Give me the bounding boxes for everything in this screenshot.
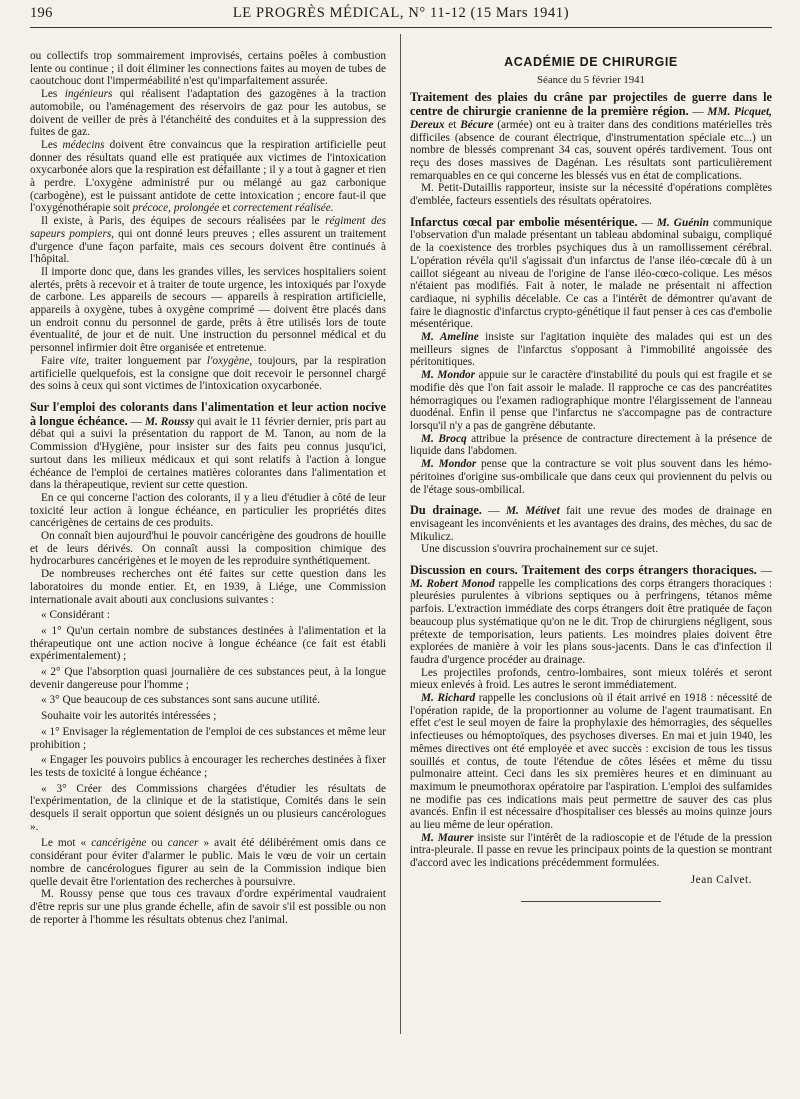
header-rule (30, 27, 772, 28)
paragraph: Il existe, à Paris, des équipes de secours réalisées par le régiment des sapeurs pompiers, qui ont donné leurs preuves ; elles assurent un traitement d'urgence d'une façon parfaite, mais ces secours doivent être continués à l'hôpital. (30, 215, 386, 266)
quote-line: « 3° Que beaucoup de ces substances sont sans aucune utilité. (41, 694, 321, 707)
paragraph: En ce qui concerne l'action des colorants, il y a lieu d'étudier à côté de leur toxicité leur action à longue échéance, en particulier les propriétés dites cancérigènes de certains de ces produits. (30, 491, 386, 530)
section-heading-academie: ACADÉMIE DE CHIRURGIE (504, 55, 678, 69)
paragraph: M. Mondor appuie sur le caractère d'instabilité du pouls qui est fragile et se modifie dès que l'on fait assoir le malade. Il rapproche ce cas des pancréatites hémorragiques ou l'examen radiographique montre l'élargissement de l'anneau duodénal. Enfin il pense que l'infarctus ne s'accompagne pas de contracture lorsqu'il n'y a pas de gangrène débutante. (410, 369, 772, 432)
paragraph: Les ingénieurs qui réalisent l'adaptation des gazogènes à la traction automobile, ou l'aménagement des réservoirs de gaz pour les autobus, se doivent de veiller de près à l'étanchéité des conduites et à la suppression des fuites de gaz. (30, 88, 387, 139)
quote-line: « Considérant : (41, 609, 111, 622)
section-colorants: Sur l'emploi des colorants dans l'alimentation et leur action nocive à longue échéance. — M. Roussy qui avait le 11 février dernier, pris part au débat qui a suivi la présentation du rapport de M. Tanon, au nom de la Commission d'Hygiène, pour insister sur des faits peu connus jusqu'ici, surtout dans les milieux médicaux et qui sont relatifs à l'action à longue échéance de l'emploi de certaines matières colorantes dans l'alimentation et dans la thérapeutique, revient sur cette question. (30, 399, 387, 492)
article-corps-etrangers: Discussion en cours. Traitement des corps étrangers thoraciques. — M. Robert Monod rappelle les complications des corps étrangers thoraciques : pleurésies purulentes à vibrions septiques ou à perfringens, tétanos même parfois. L'extraction immédiate des corps étrangers doit être pratiquée de façon beaucoup plus systématique qu'on ne le dit. Trop de chirurgiens négligent, sous prétexte de temporisation, leurs patients. Les moindres plaies doivent être explorées de manière à voir les plans sous-jacents. Dans le cas d'infection il faudra d'urgence procéder au drainage. (410, 563, 773, 666)
right-column (410, 50, 772, 902)
quote-line: « 1° Envisager la réglementation de l'emploi de ces substances et même leur prohibition ; (30, 725, 386, 751)
article-plaies-crane: Traitement des plaies du crâne par projectiles de guerre dans le centre de chirurgie cranienne de la première région. — MM. Picquet, Dereux et Bécure (armée) ont eu à traiter dans des conditions matérielles très difficiles (absence de courant électrique, d'instrumentation spéciale etc...) un nombre de blessés comprenant 34 cas, souvent opérés tardivement. Tous ont reçu des doses massives de Dagénan. Les résultats sont particulièrement remarquables en ce qui concerne les blessés vus en état de complications. (410, 90, 773, 182)
seance-date: Séance du 5 février 1941 (537, 73, 645, 86)
column-divider (400, 34, 401, 1034)
paragraph: Les médecins doivent être convaincus que la respiration artificielle peut donner des résultats quand elle est pratiquée aux victimes de l'intoxication oxycarbonée alors que la respiration est défaillante ; il y a tout à gagner et rien à perdre. L'oxygène administré pur ou mélangé au gaz carbonique (carbogène), est le puissant antidote de cette intoxication ; encore faut-il que l'oxygénothérapie soit précoce, prolongée et correctement réalisée. (30, 138, 386, 215)
quote-line: Souhaite voir les autorités intéressées ; (41, 710, 217, 723)
paragraph: Il importe donc que, dans les grandes villes, les services hospitaliers soient alertés, prêts à recevoir et à traiter de toute urgence, les intoxiqués par l'oxyde de carbone. Les appareils de secours — appareils à respiration artificielle, appareils à oxygène, tubes à oxygène comprimé — doivent être placés dans un endroit connu du personnel de garde, prêts à être utilisés lors de toute éventualité, de jour et de nuit. Une instruction du personnel médical et du personnel infirmier doit être organisée et entretenue. (30, 265, 386, 355)
paragraph: De nombreuses recherches ont été faites sur cette question dans les laboratoires du monde entier. Et, en 1939, à Liége, une Commission internationale avait abouti aux conclusions suivantes : (30, 568, 386, 606)
quote-line: « 3° Créer des Commissions chargées d'étudier les résultats de l'expérimentation, de la clinique et de la statistique, Comités dans le sein desquels il serait opportun que soient désignés un ou plusieurs cancérologues ». (30, 782, 386, 833)
article-title: Infarctus cœcal par embolie mésentérique. (410, 214, 638, 229)
article-title: Du drainage. (410, 503, 482, 518)
paragraph: M. Ameline insiste sur l'agitation inquiète des malades qui est un des meilleurs signes de l'infarctus s'opposant à l'immobilité angoissée des péritonitiques. (410, 331, 772, 369)
paragraph: Faire vite, traiter longuement par l'oxygène, toujours, par la respiration artificielle quelquefois, est la consigne que doit recevoir le personnel chargé des soins à ceux qui sont victimes de l'intoxication oxycarbonée. (30, 354, 386, 393)
quote-line: « 1° Qu'un certain nombre de substances destinées à l'alimentation et la thérapeutique ont une action nocive à longue échéance (ce fait est établi expérimentalement) ; (30, 624, 386, 663)
end-rule (521, 901, 661, 902)
signature: Jean Calvet. (690, 873, 752, 886)
paragraph: M. Petit-Dutaillis rapporteur, insiste sur la nécessité d'opérations complètes d'emblée, facteurs essentiels des résultats opératoires. (410, 182, 772, 208)
quote-line: « Engager les pouvoirs publics à encourager les recherches destinées à fixer les tests de toxicité à longue échéance ; (30, 754, 386, 779)
paragraph: On connaît bien aujourd'hui le pouvoir cancérigène des goudrons de houille et de leurs dérivés. On connaît aussi la composition chimique des hydrocarbures cancérigènes et le moyen de les reproduire synthétiquement. (30, 530, 386, 568)
page-number: 196 (30, 5, 53, 21)
article-title: Traitement des plaies du crâne par projectiles de guerre dans le centre de chirurgie cranienne de la première région. (410, 90, 772, 119)
paragraph: Une discussion s'ouvrira prochainement sur ce sujet. (421, 543, 659, 556)
page-header (30, 3, 772, 25)
section-title: Sur l'emploi des colorants dans l'alimentation et leur action nocive à longue échéance. (30, 399, 386, 428)
paragraph: Les projectiles profonds, centro-lombaires, sont mieux tolérés et seront mieux enlevés à froid. Les autres le seront immédiatement. (410, 666, 772, 692)
article-drainage: Du drainage. — M. Métivet fait une revue des modes de drainage en envisageant les inconvénients et les avantages des drains, des mèches, du sac de Mikulicz. (410, 503, 772, 543)
paragraph: M. Brocq attribue la présence de contracture directement à la présence de liquide dans l'abdomen. (410, 432, 772, 458)
paragraph: M. Roussy pense que tous ces travaux d'ordre expérimental vaudraient d'être repris sur une plus grande échelle, afin de savoir s'il est possible ou non de reporter à l'homme les résultats obtenus chez l'animal. (30, 888, 386, 926)
paragraph: ou collectifs trop sommairement improvisés, certains poêles à combustion lente ou continue ; il doit éliminer les connections faites au moyen de tubes de caoutchouc dont l'imperméabilité n'est qu'imparfaitement assurée. (30, 50, 386, 88)
paragraph: M. Maurer insiste sur l'intérêt de la radioscopie et de l'étude de la pression intra-pleurale. Il passe en revue les principaux points de la question se montrant d'accord avec les indications précédemment formulées. (410, 831, 772, 870)
left-column (30, 50, 386, 926)
paragraph: M. Richard rappelle les conclusions où il était arrivé en 1918 : nécessité de l'opération rapide, de la proportionner au volume de l'agent traumatisant. En effet c'est le seul moyen de faire la prophylaxie des hémorragies, des séquelles infectieuses ou hémoptoïques, des psychoses diverses. En mai et juin 1940, les mêmes directives ont été employée et avec succès : excision de tous les tissus souillés et contus, de toute l'étendue de côtes lésées et même du tissu pulmonaire atteint. Ceci dans les six premières heures et en diminuant au maximum le pneumothorax opératoire par l'aspiration. L'emploi des sulfamides ne modifie pas ces indications mais peut permettre de sauver des cas plus avancés. Enfin il est nécessaire d'hospitaliser ces blessés au moins quinze jours au lieu même de leur opération. (410, 692, 772, 832)
paragraph: M. Mondor pense que la contracture se voit plus souvent dans les hémo-péritoines d'origine sus-ombilicale que dans ceux qui proviennent du pelvis ou de l'étage sous-ombilical. (410, 458, 772, 496)
article-title: Discussion en cours. Traitement des corps étrangers thoraciques. (410, 563, 757, 578)
article-infarctus: Infarctus cœcal par embolie mésentérique. — M. Guénin communique l'observation d'un malade présentant un tableau abdominal subaigu, compliqué de la coexistence des trorbles psychiques dus à un ramollissement cérébral. L'opération révéla qu'il s'agissait d'un infarctus de l'anse iléo-cœcale dû à un caillot siégeant au niveau de l'origine de l'anse iléo-cœco-colique. Les mésos n'étaient pas modifiés. Fait à noter, le malade ne présentait ni affection cardiaque, ni syphilis décelable. Ce cas a l'intérêt de démontrer qu'avant de faire le diagnostic d'infarctus crypto-génétique il faut penser à ces cas d'embolie mésentérique. (410, 214, 772, 331)
quote-line: « 2° Que l'absorption quasi journalière de ces substances peut, à la longue devenir dangereuse pour l'homme ; (30, 666, 386, 691)
journal-title: LE PROGRÈS MÉDICAL, N° 11-12 (15 Mars 1941) (232, 5, 570, 21)
paragraph: Le mot « cancérigène ou cancer » avait été délibérément omis dans ce considérant pour éviter d'alarmer le public. Mais le vœu de voir un certain nombre de cancérologues figurer au sein de la Commission indique bien quelle devait être l'orientation des recherches à poursuivre. (30, 837, 386, 888)
author: M. Roussy (144, 415, 195, 428)
